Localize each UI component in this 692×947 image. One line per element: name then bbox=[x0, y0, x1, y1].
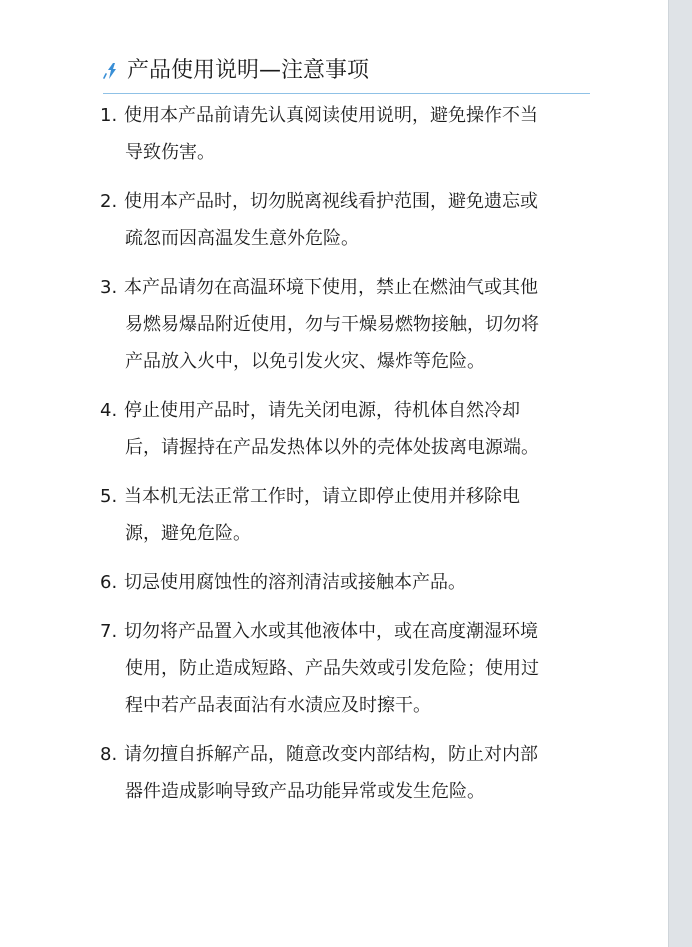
list-item-text: 器件造成影响导致产品功能异常或发生危险。 bbox=[125, 781, 485, 802]
list-item-text: 使用本产品前请先认真阅读使用说明，避免操作不当 bbox=[124, 105, 538, 126]
list-item-text: 产品放入火中，以免引发火灾、爆炸等危险。 bbox=[125, 351, 485, 372]
list-item-text: 易燃易爆品附近使用，勿与干燥易燃物接触，切勿将 bbox=[125, 314, 539, 335]
list-item-number: 4. bbox=[100, 400, 118, 421]
list-item-text: 使用本产品时，切勿脱离视线看护范围，避免遗忘或 bbox=[124, 191, 538, 212]
lightning-icon bbox=[103, 62, 121, 80]
list-item-number: 3. bbox=[100, 277, 118, 298]
list-item-number: 6. bbox=[100, 572, 118, 593]
list-item-text: 源，避免危险。 bbox=[125, 523, 251, 544]
list-item-text: 切勿将产品置入水或其他液体中，或在高度潮湿环境 bbox=[124, 621, 538, 642]
list-item bbox=[100, 478, 600, 552]
list-item-text: 当本机无法正常工作时，请立即停止使用并移除电 bbox=[124, 486, 520, 507]
list-item bbox=[100, 392, 600, 466]
section-header bbox=[103, 56, 590, 94]
list-item bbox=[100, 564, 600, 601]
page-title: 产品使用说明—注意事项 bbox=[127, 58, 370, 83]
list-item-text: 程中若产品表面沾有水渍应及时擦干。 bbox=[125, 695, 431, 716]
list-item-text: 切忌使用腐蚀性的溶剂清洁或接触本产品。 bbox=[124, 572, 466, 593]
list-item bbox=[100, 97, 600, 171]
list-item-number: 1. bbox=[100, 105, 118, 126]
list-item-number: 2. bbox=[100, 191, 118, 212]
list-item bbox=[100, 269, 600, 380]
list-item bbox=[100, 736, 600, 810]
list-item-text: 使用，防止造成短路、产品失效或引发危险；使用过 bbox=[125, 658, 539, 679]
list-item-text: 后，请握持在产品发热体以外的壳体处拔离电源端。 bbox=[125, 437, 539, 458]
list-item bbox=[100, 613, 600, 724]
list-item-text: 导致伤害。 bbox=[125, 142, 215, 163]
list-item-text: 本产品请勿在高温环境下使用，禁止在燃油气或其他 bbox=[124, 277, 538, 298]
precautions-list bbox=[100, 97, 600, 822]
list-item-number: 5. bbox=[100, 486, 118, 507]
scrollbar[interactable] bbox=[668, 0, 692, 947]
list-item-text: 停止使用产品时，请先关闭电源，待机体自然冷却 bbox=[124, 400, 520, 421]
list-item-number: 7. bbox=[100, 621, 118, 642]
list-item bbox=[100, 183, 600, 257]
list-item-text: 疏忽而因高温发生意外危险。 bbox=[125, 228, 359, 249]
list-item-number: 8. bbox=[100, 744, 118, 765]
list-item-text: 请勿擅自拆解产品，随意改变内部结构，防止对内部 bbox=[124, 744, 538, 765]
